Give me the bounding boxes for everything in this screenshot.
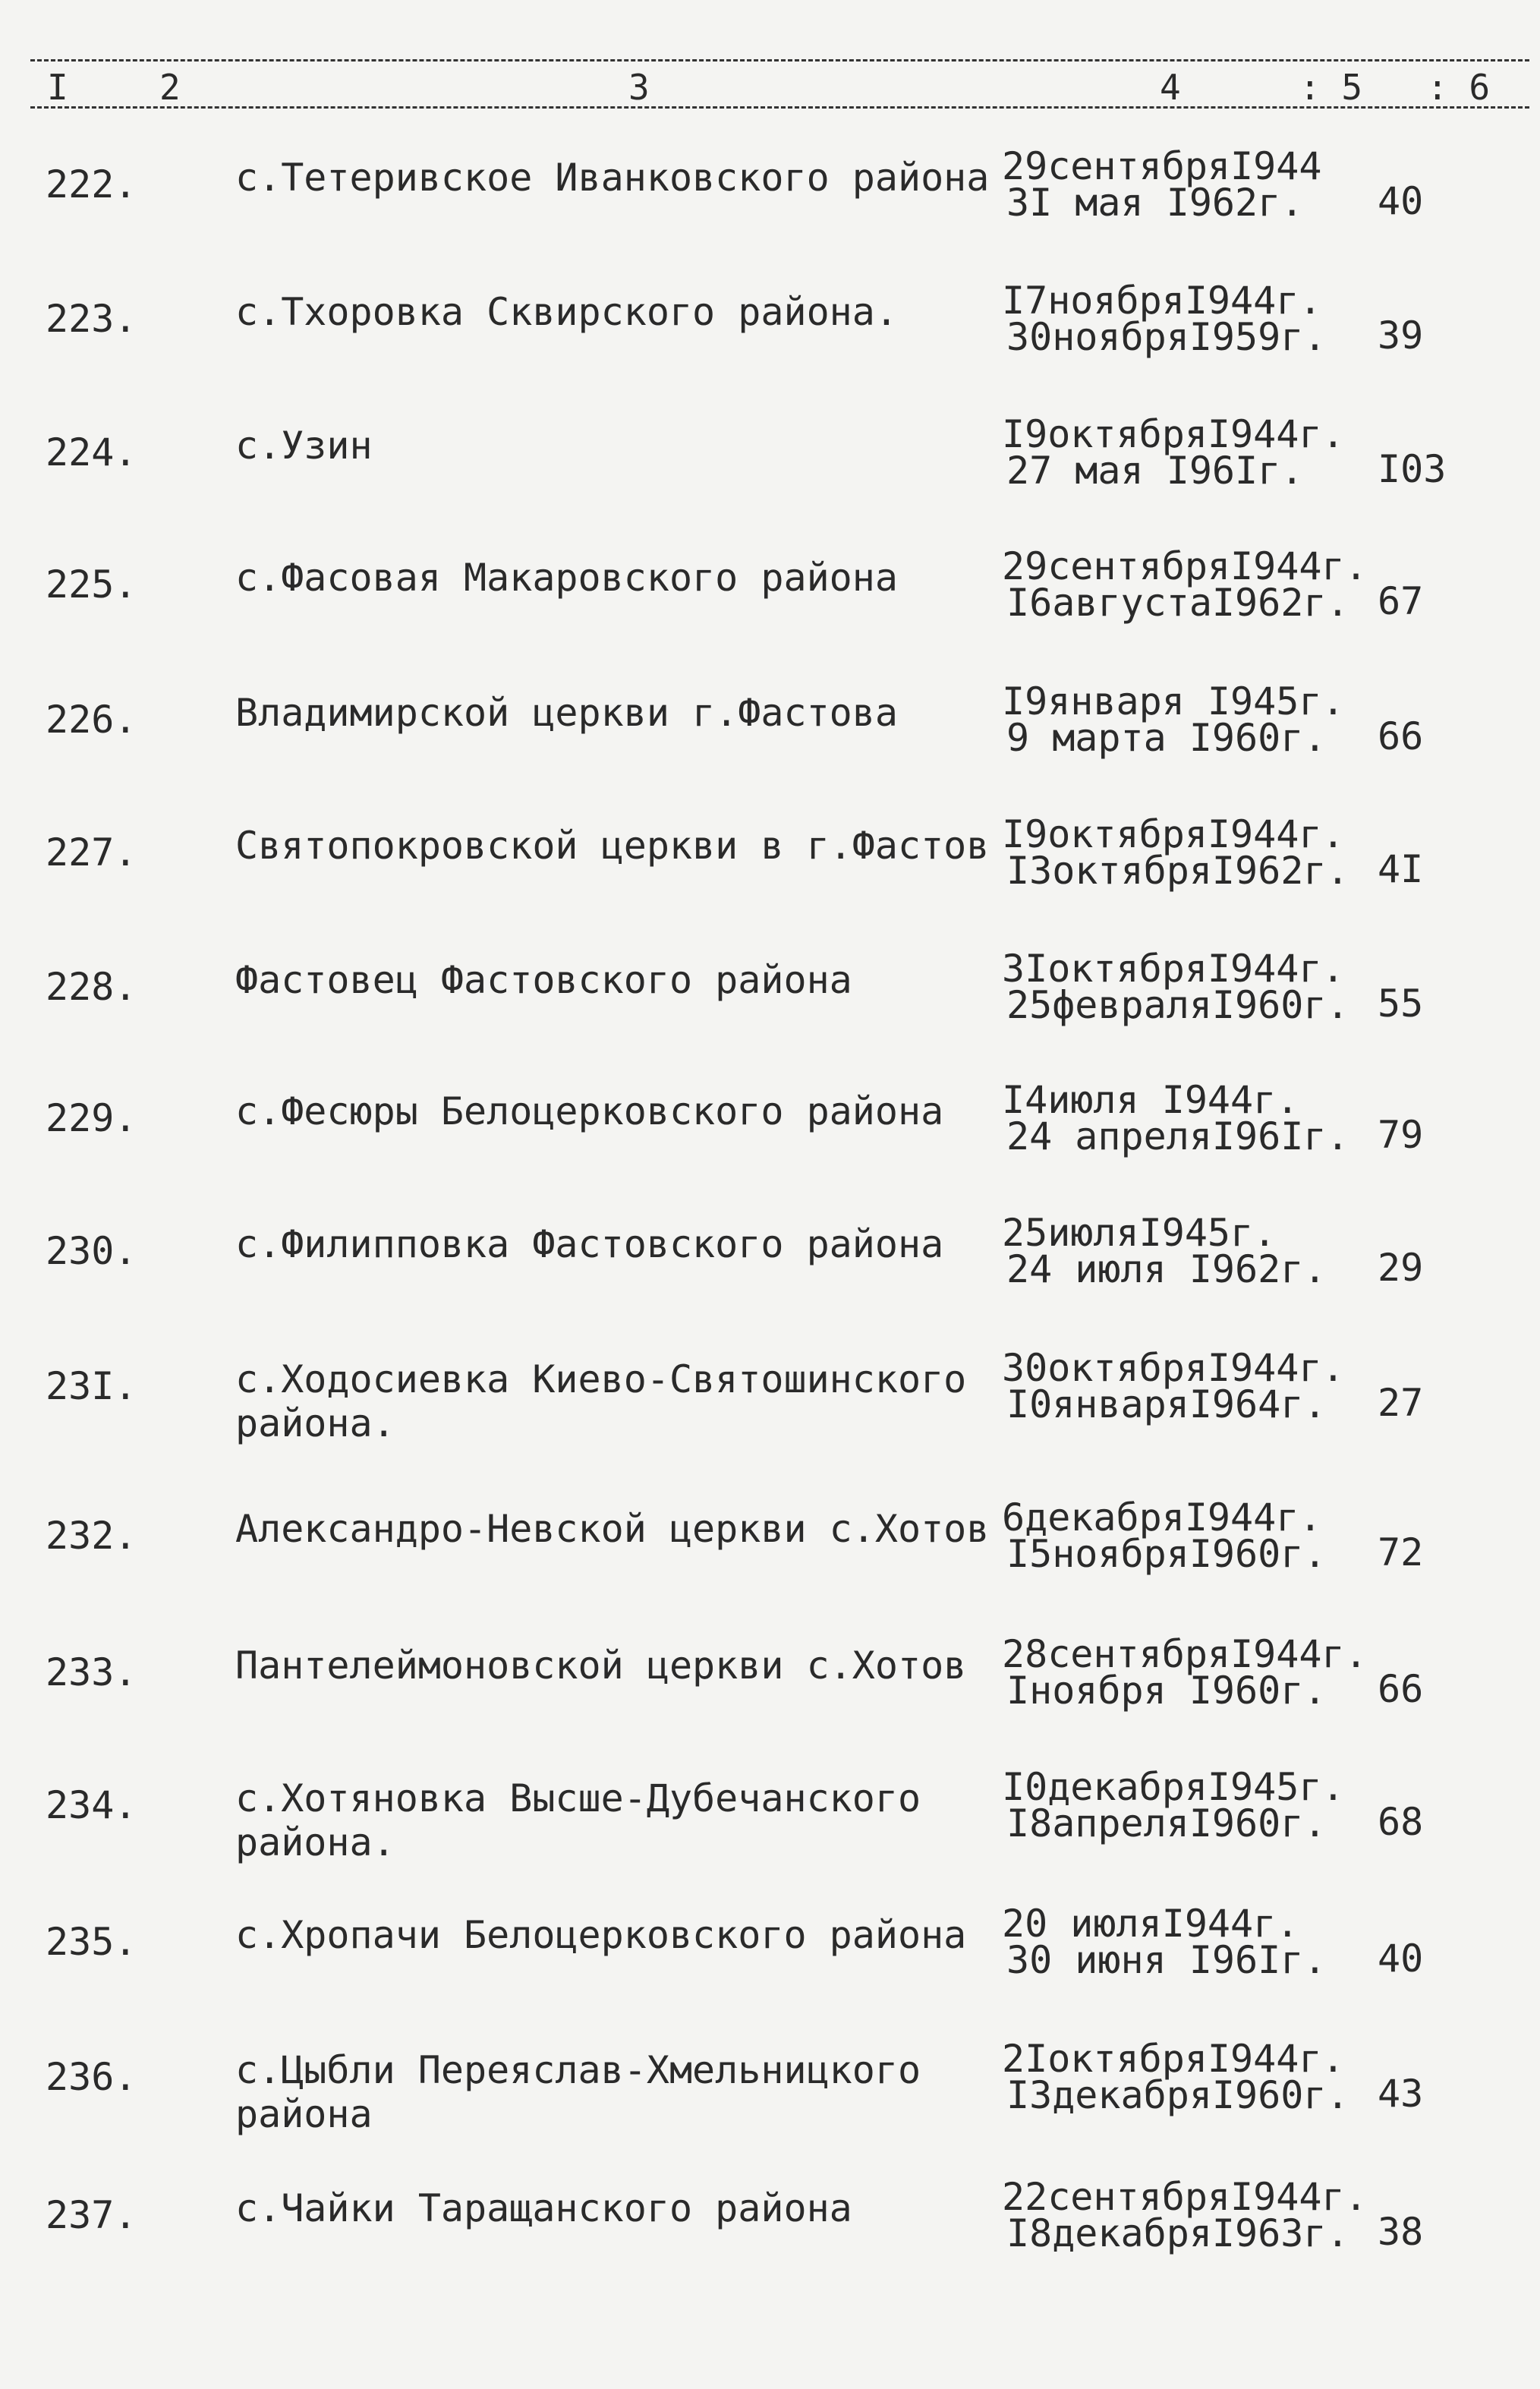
date-start: I9октябряI944г.	[1002, 812, 1345, 856]
record-title: с.Хропачи Белоцерковского района	[235, 1913, 967, 1957]
sheet-count: I03	[1378, 447, 1447, 491]
record-dates	[1002, 1765, 1397, 1845]
record-number: 232.	[46, 1514, 137, 1558]
record-dates	[1002, 679, 1397, 760]
date-end: 30 июня I96Iг.	[1006, 1938, 1327, 1982]
header-col4: 4	[1160, 67, 1181, 108]
date-start: 30октябряI944г.	[1002, 1346, 1345, 1390]
table-row	[0, 947, 1540, 1079]
date-end: I3октябряI962г.	[1006, 849, 1349, 893]
sheet-count: 66	[1378, 714, 1424, 758]
header-col5: : 5	[1299, 67, 1363, 108]
date-start: I7ноябряI944г.	[1002, 279, 1322, 323]
date-start: 29сентябряI944	[1002, 144, 1322, 188]
date-end: I8апреляI960г.	[1006, 1801, 1327, 1845]
record-title: с.Цыбли Переяслав-Хмельницкого района	[235, 2048, 921, 2136]
table-row	[0, 1765, 1540, 1898]
date-end: 24 апреляI96Iг.	[1006, 1114, 1349, 1158]
sheet-count: 43	[1378, 2072, 1424, 2116]
record-number: 225.	[46, 563, 137, 607]
date-start: I4июля I944г.	[1002, 1078, 1299, 1122]
sheet-count: 40	[1378, 179, 1424, 223]
record-dates	[1002, 812, 1397, 893]
record-number: 236.	[46, 2055, 137, 2099]
record-title: с.Фесюры Белоцерковского района	[235, 1089, 944, 1133]
record-title: с.Хотяновка Высше-Дубечанского района.	[235, 1776, 921, 1864]
table-row	[0, 1632, 1540, 1765]
table-row	[0, 2175, 1540, 2308]
date-end: 25февраляI960г.	[1006, 983, 1349, 1027]
date-start: 25июляI945г.	[1002, 1211, 1277, 1255]
record-title: с.Чайки Таращанского района	[235, 2186, 852, 2230]
record-number: 23I.	[46, 1364, 137, 1408]
table-row	[0, 544, 1540, 677]
header-top-rule	[30, 59, 1529, 61]
header-col6: : 6	[1427, 67, 1491, 108]
sheet-count: 4I	[1378, 847, 1424, 891]
date-start: 29сентябряI944г.	[1002, 544, 1368, 588]
table-row	[0, 1078, 1540, 1211]
record-title: Пантелеймоновской церкви с.Хотов	[235, 1644, 967, 1688]
record-dates	[1002, 412, 1397, 493]
date-start: I9октябряI944г.	[1002, 412, 1345, 456]
record-dates	[1002, 1495, 1397, 1576]
table-row	[0, 2037, 1540, 2170]
date-start: I0декабряI945г.	[1002, 1765, 1345, 1809]
sheet-count: 72	[1378, 1530, 1424, 1574]
record-title: с.Фасовая Макаровского района	[235, 556, 898, 600]
record-number: 228.	[46, 965, 137, 1009]
date-start: 2IоктябряI944г.	[1002, 2037, 1345, 2081]
record-dates	[1002, 279, 1397, 359]
sheet-count: 38	[1378, 2210, 1424, 2254]
record-title: с.Ходосиевка Киево-Святошинского района.	[235, 1357, 967, 1445]
record-number: 222.	[46, 162, 137, 206]
date-start: 20 июляI944г.	[1002, 1902, 1299, 1946]
record-dates	[1002, 544, 1397, 625]
record-number: 234.	[46, 1783, 137, 1827]
date-end: 9 марта I960г.	[1006, 716, 1327, 760]
record-title: Фастовец Фастовского района	[235, 958, 852, 1002]
record-number: 237.	[46, 2193, 137, 2237]
record-dates	[1002, 1632, 1397, 1713]
record-title: Владимирской церкви г.Фастова	[235, 691, 898, 735]
date-end: 30ноябряI959г.	[1006, 315, 1327, 359]
record-title: Александро-Невской церкви с.Хотов	[235, 1507, 990, 1551]
sheet-count: 40	[1378, 1937, 1424, 1981]
table-row	[0, 412, 1540, 545]
date-start: I9января I945г.	[1002, 679, 1345, 723]
table-row	[0, 679, 1540, 812]
sheet-count: 79	[1378, 1113, 1424, 1157]
record-dates	[1002, 1346, 1397, 1426]
table-row	[0, 1495, 1540, 1628]
record-title: с.Филипповка Фастовского района	[235, 1222, 944, 1266]
sheet-count: 39	[1378, 314, 1424, 358]
record-dates	[1002, 1078, 1397, 1158]
header-col1: I	[47, 67, 68, 108]
record-title: с.Тхоровка Сквирского района.	[235, 290, 898, 334]
date-end: 27 мая I96Iг.	[1006, 449, 1304, 493]
table-row	[0, 1346, 1540, 1479]
table-row	[0, 812, 1540, 945]
header-col2: 2	[159, 67, 181, 108]
record-dates	[1002, 2175, 1397, 2255]
date-end: 24 июля I962г.	[1006, 1247, 1327, 1291]
date-end: I6августаI962г.	[1006, 581, 1349, 625]
record-title: с.Тетеривское Иванковского района	[235, 156, 990, 200]
header-bottom-rule	[30, 106, 1529, 109]
date-start: 28сентябряI944г.	[1002, 1632, 1368, 1676]
date-end: Iноября I960г.	[1006, 1669, 1327, 1713]
sheet-count: 29	[1378, 1246, 1424, 1290]
record-number: 223.	[46, 297, 137, 341]
record-number: 233.	[46, 1650, 137, 1694]
record-dates	[1002, 2037, 1397, 2117]
sheet-count: 68	[1378, 1800, 1424, 1844]
date-end: I5ноябряI960г.	[1006, 1532, 1327, 1576]
record-number: 227.	[46, 830, 137, 875]
sheet-count: 55	[1378, 982, 1424, 1026]
table-row	[0, 1902, 1540, 2034]
table-row	[0, 1211, 1540, 1344]
date-end: I3декабряI960г.	[1006, 2073, 1349, 2117]
date-start: 3IоктябряI944г.	[1002, 947, 1345, 991]
record-dates	[1002, 947, 1397, 1027]
date-end: I0январяI964г.	[1006, 1382, 1327, 1426]
date-start: 6декабряI944г.	[1002, 1495, 1322, 1540]
record-dates	[1002, 1902, 1397, 1982]
record-number: 235.	[46, 1920, 137, 1964]
record-number: 230.	[46, 1229, 137, 1273]
record-number: 229.	[46, 1096, 137, 1140]
table-row	[0, 279, 1540, 411]
sheet-count: 27	[1378, 1381, 1424, 1425]
date-start: 22сентябряI944г.	[1002, 2175, 1368, 2219]
record-number: 226.	[46, 698, 137, 742]
table-row	[0, 144, 1540, 277]
record-title: Святопокровской церкви в г.Фастов	[235, 824, 990, 868]
record-number: 224.	[46, 430, 137, 474]
header-col3: 3	[628, 67, 650, 108]
sheet-count: 66	[1378, 1667, 1424, 1711]
date-end: I8декабряI963г.	[1006, 2211, 1349, 2255]
record-title: с.Узин	[235, 424, 373, 468]
date-end: 3I мая I962г.	[1006, 181, 1304, 225]
record-dates	[1002, 1211, 1397, 1291]
record-dates	[1002, 144, 1397, 225]
sheet-count: 67	[1378, 579, 1424, 623]
